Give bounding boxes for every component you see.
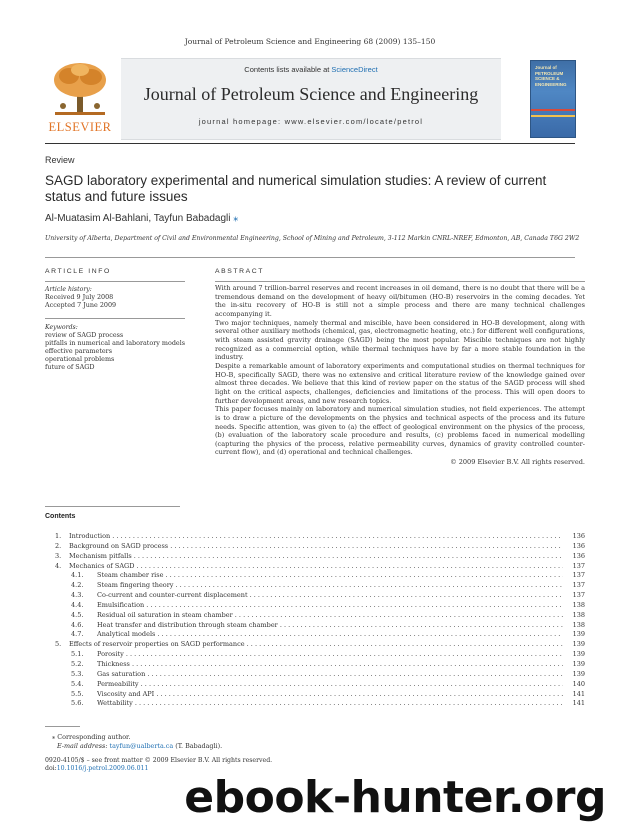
toc-page: 137 (572, 561, 585, 570)
abstract-paragraph: This paper focuses mainly on laboratory and numerical simulation studies, not field experiences. The attempt is to draw a picture of the developments on the physics and technical aspects of the process and its future needs. Specific attention, was given to (a) the effect of geological environment on the physics of the process, (b) evaluation of the laboratory scale procedure and results, (c) problems faced in numerical modelling (capturing the physics of the process, relative permeability curves, dynamics of gravity controlled counter-current flow), and (d) operational and technical challenges. (215, 405, 585, 457)
toc-row[interactable] (45, 640, 585, 650)
toc-page: 139 (572, 630, 585, 639)
journal-cover (530, 60, 576, 138)
toc-row[interactable] (45, 611, 585, 621)
keywords-block (45, 324, 210, 371)
keywords-rule (45, 318, 185, 319)
accepted-date: Accepted 7 June 2009 (45, 301, 117, 309)
toc-title[interactable]: Steam chamber rise . . . (97, 571, 563, 580)
running-head: Journal of Petroleum Science and Engineering 68 (2009) 135–150 (184, 37, 436, 46)
toc-page: 136 (572, 541, 585, 550)
toc-title[interactable]: Emulsification . . . (97, 601, 563, 610)
contents-title: Contents (45, 513, 76, 520)
toc-title[interactable]: Porosity . . . (97, 650, 563, 659)
toc-title[interactable]: Steam fingering theory . . . (97, 581, 563, 590)
doi-label: doi: (45, 765, 57, 772)
toc-number: 4.7. (71, 630, 84, 639)
keyword: future of SAGD (45, 363, 95, 371)
toc-row[interactable] (45, 650, 585, 660)
toc-number: 4. (55, 561, 62, 570)
toc-row[interactable] (45, 630, 585, 640)
authors (45, 213, 238, 224)
toc-page: 140 (572, 679, 585, 688)
toc-title[interactable]: Heat transfer and distribution through steam chamber . . . (97, 621, 563, 630)
footnote-rule (45, 726, 80, 727)
toc-number: 5.6. (71, 699, 84, 708)
toc-number: 2. (55, 541, 62, 550)
footnote-mark: ⁎ (52, 733, 56, 741)
toc-row[interactable] (45, 591, 585, 601)
journal-banner (121, 58, 501, 140)
toc-page: 138 (572, 610, 585, 619)
toc-page: 137 (572, 581, 585, 590)
toc-title[interactable]: Gas saturation . . . (97, 670, 563, 679)
toc-page: 139 (572, 669, 585, 678)
affiliation: University of Alberta, Department of Civil and Environmental Engineering, School of Mining and Petroleum, 3-112 Markin CNRL-NREF, Edmonton, AB, Canada T6G 2W2 (45, 235, 580, 242)
contents-available-line (121, 65, 501, 74)
toc-page: 141 (572, 689, 585, 698)
article-info-rule (45, 281, 185, 282)
abstract-paragraph: With around 7 trillion-barrel reserves and recent increases in oil demand, there is no doubt that there will be a tremendous demand on the development of heavy oil/bitumen (HO-B) reservoirs in the coming decades. Yet the in-situ recovery of HO-B is still not a simple process and there are many technical challenges accompanying it. (215, 284, 585, 318)
abstract-paragraph: Two major techniques, namely thermal and miscible, have been considered in HO-B development, along with several other auxiliary methods (chemical, gas, electromagnetic heating, etc.) for different well configurations, with steam assisted gravity drainage (SAGD) being the most popular. Miscible techniques are not highly recognized as a commercial option, while thermal techniques have by far a more stable foundation in the industry. (215, 318, 585, 362)
abstract-rule (215, 281, 585, 282)
toc-row[interactable] (45, 542, 585, 552)
toc-row[interactable] (45, 699, 585, 709)
article-info-heading: ARTICLE INFO (45, 268, 111, 275)
toc-title[interactable]: Residual oil saturation in steam chamber . . . (97, 611, 563, 620)
article-title: SAGD laboratory experimental and numerical simulation studies: A review of current status and future issues (45, 173, 547, 204)
table-of-contents (45, 532, 585, 709)
toc-row[interactable] (45, 562, 585, 572)
cover-stripe (531, 115, 575, 117)
toc-row[interactable] (45, 601, 585, 611)
toc-page: 137 (572, 591, 585, 600)
section-divider (45, 257, 575, 258)
toc-title[interactable]: Introduction . . . (69, 532, 563, 541)
issn-line: 0920-4105/$ – see front matter © 2009 Elsevier B.V. All rights reserved. (45, 757, 273, 764)
email-line (52, 742, 222, 751)
toc-number: 4.2. (71, 581, 84, 590)
email-suffix: (T. Babadagli). (173, 741, 223, 750)
toc-row[interactable] (45, 660, 585, 670)
corresponding-text: Corresponding author. (57, 733, 131, 741)
toc-title[interactable]: Viscosity and API . . . (97, 690, 563, 699)
toc-row[interactable] (45, 581, 585, 591)
header-divider (45, 143, 575, 144)
keyword: pitfalls in numerical and laboratory models (45, 339, 186, 347)
toc-number: 4.3. (71, 591, 84, 600)
received-date: Received 9 July 2008 (45, 293, 114, 301)
toc-title[interactable]: Wettability . . . (97, 699, 563, 708)
elsevier-logo (45, 58, 115, 138)
toc-title[interactable]: Thickness . . . (97, 660, 563, 669)
toc-row[interactable] (45, 552, 585, 562)
journal-title: Journal of Petroleum Science and Engineering (143, 84, 479, 104)
toc-page: 139 (572, 659, 585, 668)
cover-stripe (531, 109, 575, 111)
toc-page: 136 (572, 532, 585, 540)
abstract-paragraph: Despite a remarkable amount of laboratory experiments and computational studies on thermal techniques for HO-B, specifically SAGD, there was no extensive and critical literature review of the knowledge gained over almost three decades. We believe that this kind of review paper on the status of the SAGD process will shed light on the critical aspects, challenges, deficiencies and limitations of the process. This will open doors to further development areas, and new research topics. (215, 361, 585, 405)
toc-number: 1. (55, 532, 62, 540)
toc-page: 139 (572, 640, 585, 649)
article-type: Review (45, 155, 75, 165)
watermark (0, 770, 620, 826)
toc-title[interactable]: Co-current and counter-current displacement . . . (97, 591, 563, 600)
toc-number: 3. (55, 551, 62, 560)
toc-title[interactable]: Effects of reservoir properties on SAGD performance . . . (69, 640, 563, 649)
toc-title[interactable]: Mechanism pitfalls . . . (69, 552, 563, 561)
keyword: operational problems (45, 355, 115, 363)
toc-number: 4.4. (71, 600, 84, 609)
keyword: effective parameters (45, 347, 113, 355)
toc-page: 139 (572, 650, 585, 659)
toc-number: 4.5. (71, 610, 84, 619)
keywords-label: Keywords: (45, 324, 78, 331)
footnote (52, 733, 222, 750)
elsevier-wordmark: ELSEVIER (48, 120, 112, 134)
keyword: review of SAGD process (45, 331, 124, 339)
author-names: Al-Muatasim Al-Bahlani, Tayfun Babadagli (45, 213, 231, 224)
toc-row[interactable] (45, 670, 585, 680)
contents-rule (45, 506, 180, 507)
toc-row[interactable] (45, 621, 585, 631)
toc-page: 138 (572, 620, 585, 629)
toc-number: 5.3. (71, 669, 84, 678)
toc-page: 138 (572, 600, 585, 609)
toc-title[interactable]: Mechanics of SAGD . . . (69, 562, 563, 571)
corresponding-line (52, 733, 222, 742)
toc-row[interactable] (45, 571, 585, 581)
toc-row[interactable] (45, 690, 585, 700)
contents-prefix: Contents lists available at (244, 65, 332, 74)
email-label: E-mail address: (57, 741, 110, 750)
abstract-copyright: © 2009 Elsevier B.V. All rights reserved. (450, 458, 585, 467)
history-label: Article history: (45, 286, 92, 293)
journal-homepage[interactable]: journal homepage: www.elsevier.com/locate/petrol (198, 117, 424, 126)
abstract-heading: ABSTRACT (215, 268, 265, 275)
journal-header (45, 58, 575, 140)
toc-row[interactable] (45, 680, 585, 690)
toc-page: 136 (572, 551, 585, 560)
toc-title[interactable]: Analytical models . . . (97, 630, 563, 639)
toc-page: 137 (572, 571, 585, 580)
toc-number: 4.6. (71, 620, 84, 629)
toc-title[interactable]: Background on SAGD process . . . (69, 542, 563, 551)
cover-text: Journal of PETROLEUM SCIENCE & ENGINEERING (535, 65, 567, 87)
watermark-text: ebook-hunter.org (184, 772, 606, 823)
toc-page: 141 (572, 699, 585, 708)
toc-number: 5.2. (71, 659, 84, 668)
toc-number: 4.1. (71, 571, 84, 580)
toc-number: 5.5. (71, 689, 84, 698)
doi-link[interactable]: 10.1016/j.petrol.2009.06.011 (56, 765, 149, 772)
article-history (45, 286, 205, 309)
elsevier-tree-icon (49, 60, 111, 118)
email-link[interactable]: tayfun@ualberta.ca (109, 741, 174, 750)
toc-title[interactable]: Permeability . . . (97, 680, 563, 689)
corresponding-author-mark[interactable]: ⁎ (233, 213, 239, 224)
toc-row[interactable] (45, 532, 585, 542)
sciencedirect-link[interactable]: ScienceDirect (331, 65, 378, 74)
toc-number: 5.4. (71, 679, 84, 688)
toc-number: 5. (55, 640, 62, 649)
toc-number: 5.1. (71, 650, 84, 659)
abstract-body (215, 284, 585, 467)
